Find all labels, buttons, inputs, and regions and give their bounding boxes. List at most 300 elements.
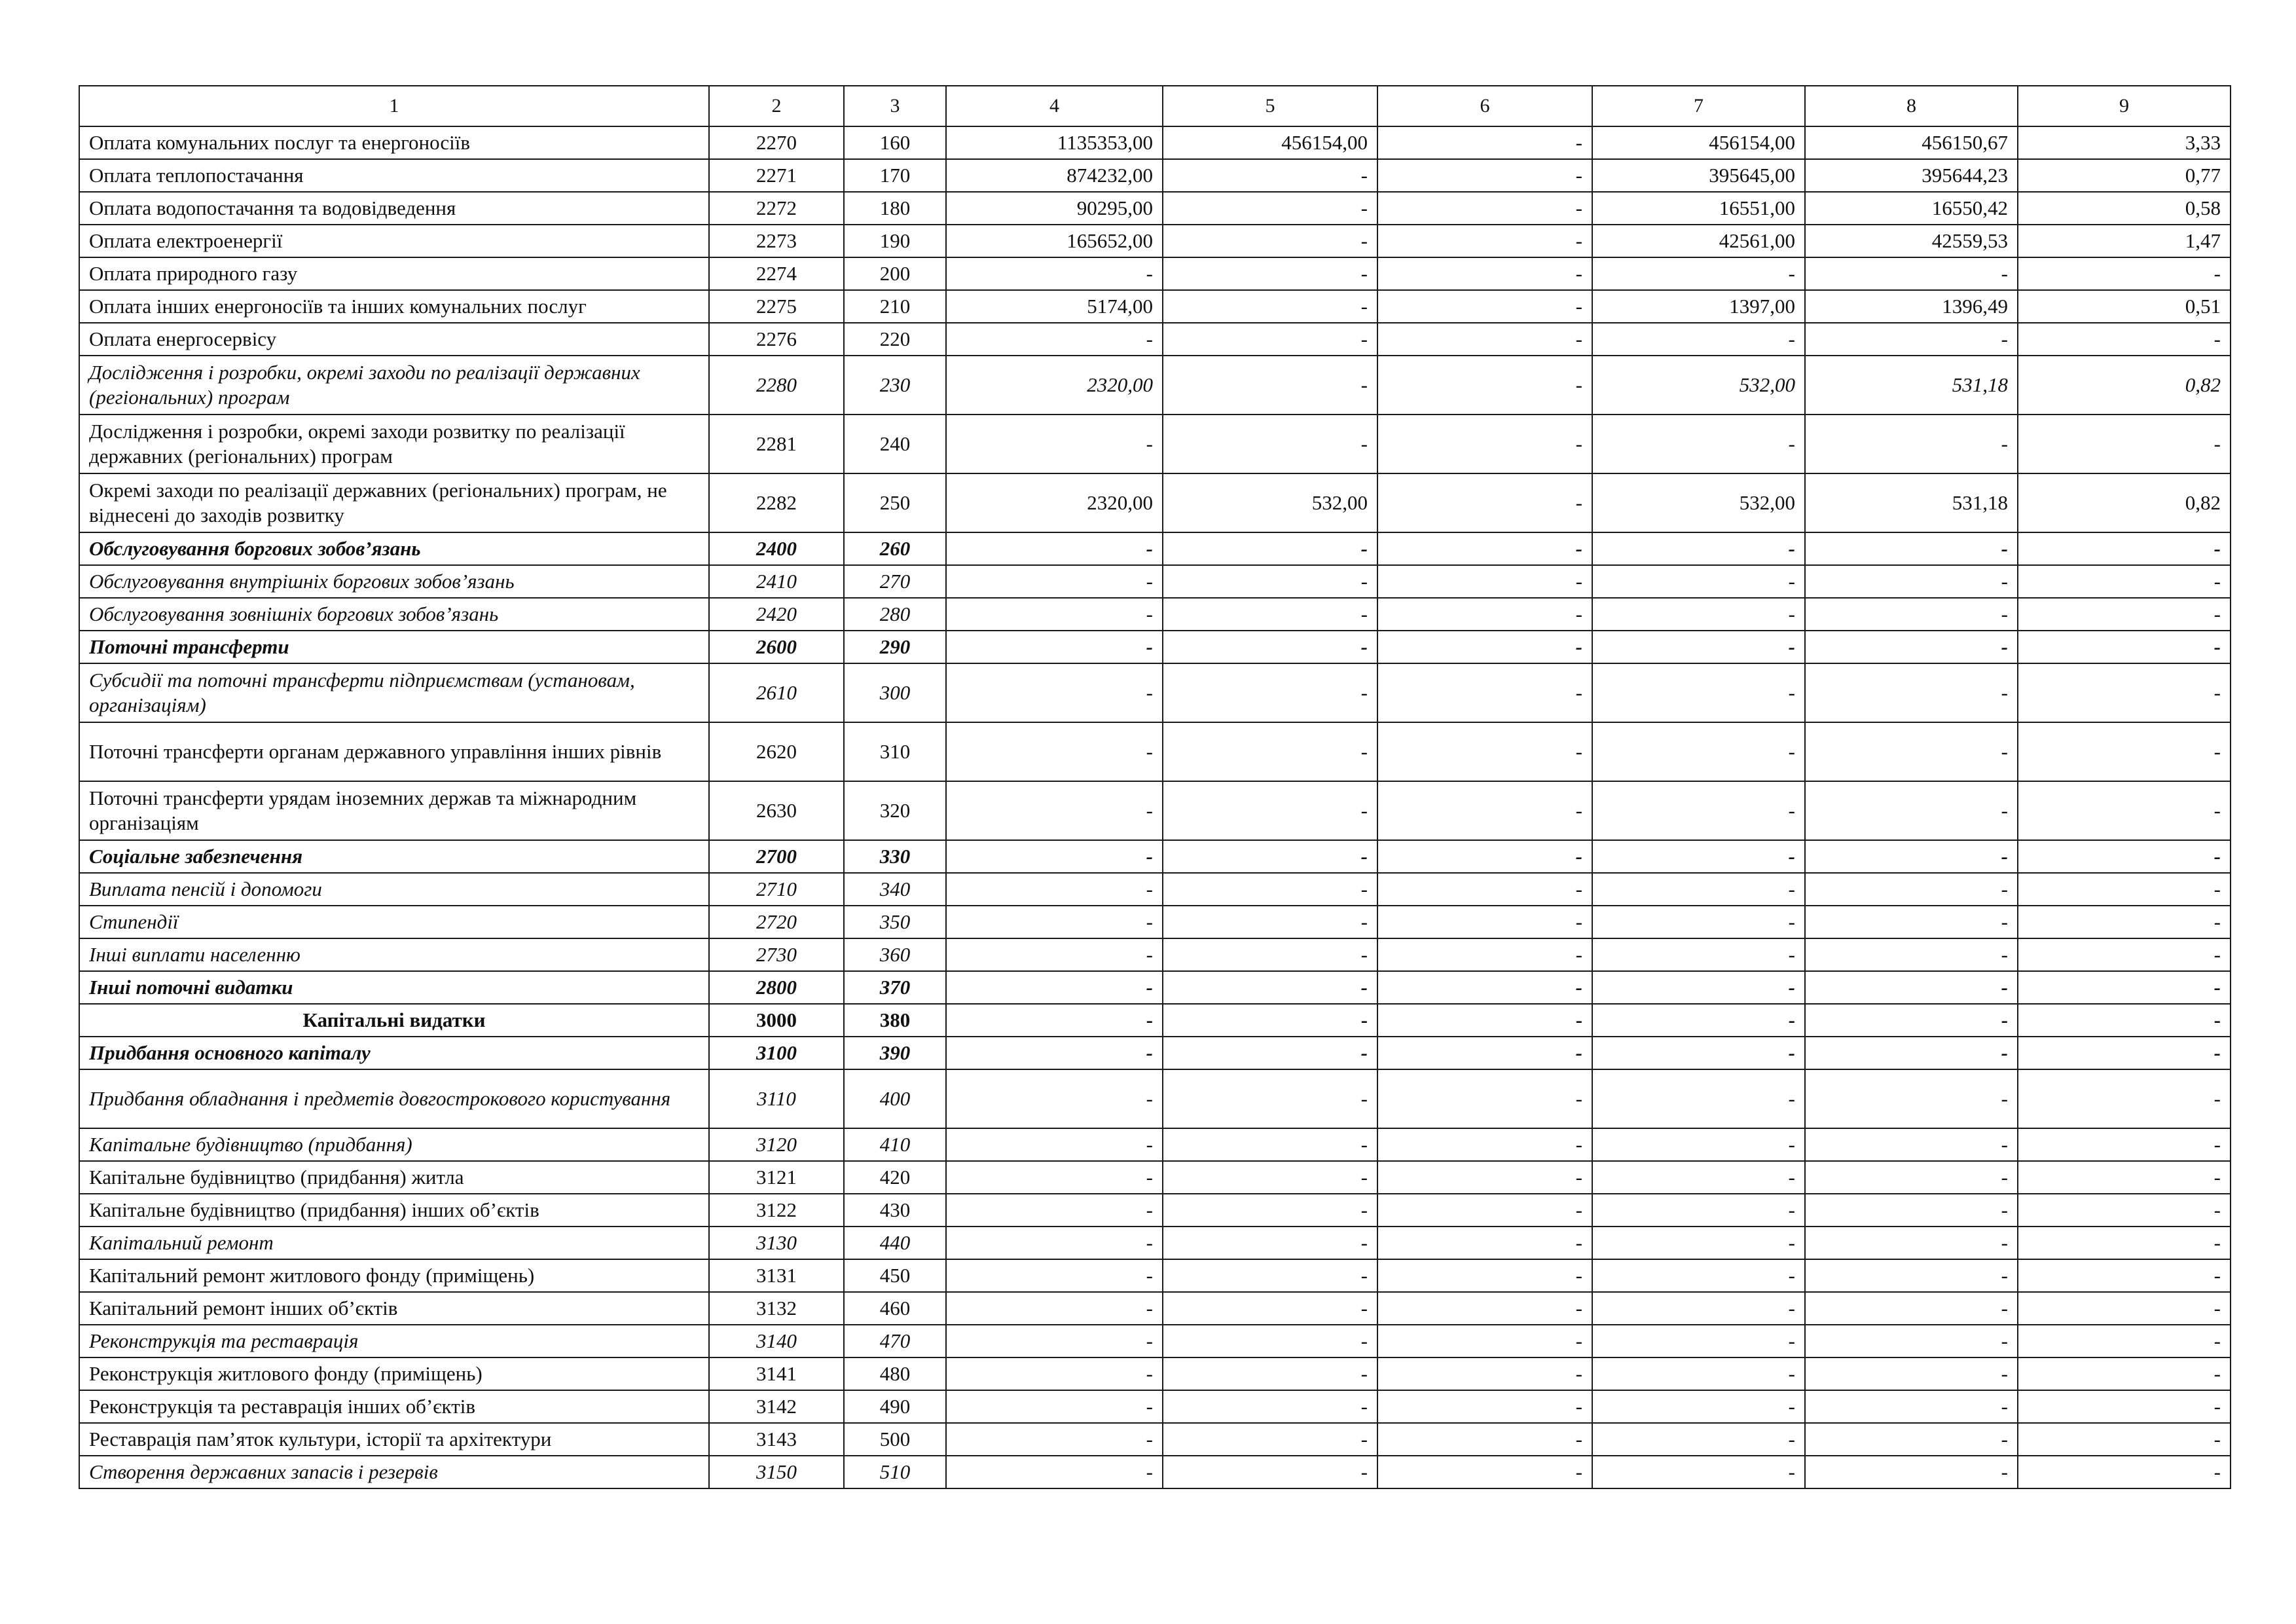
row-name-cell: Капітальні видатки: [79, 1004, 709, 1037]
row-value-cell: -: [1805, 1161, 2018, 1194]
row-value-cell: -: [946, 1194, 1163, 1227]
row-name-cell: Дослідження і розробки, окремі заходи по реалізації державних (регіональних) програм: [79, 356, 709, 415]
row-value-cell: -: [1163, 565, 1377, 598]
row-value-cell: -: [1163, 356, 1377, 415]
row-value-cell: -: [1377, 1128, 1592, 1161]
row-value-cell: -: [2018, 1004, 2231, 1037]
row-name-cell: Реставрація пам’яток культури, історії та архітектури: [79, 1423, 709, 1456]
row-value-cell: -: [1805, 1069, 2018, 1128]
row-value-cell: -: [1377, 1069, 1592, 1128]
row-value-cell: -: [1592, 1390, 1805, 1423]
row-value-cell: -: [1163, 938, 1377, 971]
row-value-cell: -: [2018, 938, 2231, 971]
row-value-cell: -: [1163, 1194, 1377, 1227]
row-value-cell: 456154,00: [1592, 126, 1805, 159]
row-value-cell: -: [946, 323, 1163, 356]
row-value-cell: -: [1592, 1128, 1805, 1161]
row-value-cell: -: [1592, 631, 1805, 663]
row-code-cell: 2275: [709, 290, 844, 323]
row-name-cell: Реконструкція та реставрація: [79, 1325, 709, 1357]
row-value-cell: -: [1377, 225, 1592, 257]
row-value-cell: 42561,00: [1592, 225, 1805, 257]
row-value-cell: -: [1592, 598, 1805, 631]
row-value-cell: -: [946, 1069, 1163, 1128]
row-value-cell: 532,00: [1592, 473, 1805, 532]
row-value-cell: -: [1805, 1357, 2018, 1390]
row-code-cell: 3121: [709, 1161, 844, 1194]
row-line-cell: 310: [844, 722, 946, 781]
header-cell: 6: [1377, 86, 1592, 126]
row-code-cell: 2410: [709, 565, 844, 598]
row-line-cell: 200: [844, 257, 946, 290]
table-row: [79, 663, 2231, 722]
row-value-cell: -: [946, 565, 1163, 598]
row-value-cell: -: [1805, 1194, 2018, 1227]
row-value-cell: -: [1377, 356, 1592, 415]
row-value-cell: -: [2018, 1069, 2231, 1128]
table-row: [79, 1037, 2231, 1069]
row-value-cell: -: [946, 1456, 1163, 1488]
row-code-cell: 3110: [709, 1069, 844, 1128]
row-value-cell: -: [2018, 971, 2231, 1004]
row-value-cell: 0,77: [2018, 159, 2231, 192]
row-value-cell: -: [1592, 781, 1805, 840]
table-row: [79, 532, 2231, 565]
row-value-cell: 395644,23: [1805, 159, 2018, 192]
row-code-cell: 2271: [709, 159, 844, 192]
header-cell: 5: [1163, 86, 1377, 126]
row-value-cell: 1397,00: [1592, 290, 1805, 323]
row-value-cell: -: [1805, 781, 2018, 840]
table-row: [79, 781, 2231, 840]
row-value-cell: -: [1592, 1004, 1805, 1037]
row-value-cell: -: [1592, 532, 1805, 565]
row-value-cell: -: [1377, 873, 1592, 906]
row-name-cell: Поточні трансферти урядам іноземних держав та міжнародним організаціям: [79, 781, 709, 840]
row-value-cell: -: [1592, 938, 1805, 971]
row-code-cell: 2630: [709, 781, 844, 840]
row-line-cell: 300: [844, 663, 946, 722]
row-name-cell: Капітальне будівництво (придбання): [79, 1128, 709, 1161]
row-line-cell: 290: [844, 631, 946, 663]
row-value-cell: 456154,00: [1163, 126, 1377, 159]
row-value-cell: -: [1377, 971, 1592, 1004]
row-value-cell: -: [2018, 1325, 2231, 1357]
row-name-cell: Оплата інших енергоносіїв та інших комунальних послуг: [79, 290, 709, 323]
row-code-cell: 2730: [709, 938, 844, 971]
row-value-cell: -: [1377, 1227, 1592, 1259]
table-row: [79, 192, 2231, 225]
table-row: [79, 1357, 2231, 1390]
row-value-cell: -: [1163, 1069, 1377, 1128]
row-name-cell: Стипендії: [79, 906, 709, 938]
row-value-cell: -: [2018, 257, 2231, 290]
table-row: [79, 906, 2231, 938]
row-value-cell: -: [1377, 415, 1592, 473]
table-row: [79, 1161, 2231, 1194]
row-name-cell: Оплата електроенергії: [79, 225, 709, 257]
row-value-cell: -: [1805, 565, 2018, 598]
row-value-cell: -: [1163, 1456, 1377, 1488]
row-value-cell: -: [2018, 415, 2231, 473]
row-code-cell: 2600: [709, 631, 844, 663]
row-value-cell: -: [1592, 1194, 1805, 1227]
row-value-cell: -: [1377, 1325, 1592, 1357]
row-value-cell: -: [1805, 1423, 2018, 1456]
row-value-cell: -: [1592, 1423, 1805, 1456]
row-value-cell: -: [1592, 1292, 1805, 1325]
row-code-cell: 3150: [709, 1456, 844, 1488]
row-value-cell: -: [2018, 1037, 2231, 1069]
row-value-cell: -: [946, 722, 1163, 781]
row-value-cell: 456150,67: [1805, 126, 2018, 159]
row-name-cell: Придбання основного капіталу: [79, 1037, 709, 1069]
row-name-cell: Поточні трансферти: [79, 631, 709, 663]
row-code-cell: 2700: [709, 840, 844, 873]
row-value-cell: 531,18: [1805, 356, 2018, 415]
row-value-cell: -: [1377, 323, 1592, 356]
table-row: [79, 159, 2231, 192]
row-value-cell: -: [1592, 1037, 1805, 1069]
row-line-cell: 370: [844, 971, 946, 1004]
row-name-cell: Реконструкція житлового фонду (приміщень): [79, 1357, 709, 1390]
row-value-cell: -: [1805, 722, 2018, 781]
row-code-cell: 2420: [709, 598, 844, 631]
table-row: [79, 1325, 2231, 1357]
row-value-cell: -: [946, 631, 1163, 663]
row-value-cell: 532,00: [1163, 473, 1377, 532]
row-value-cell: -: [1163, 532, 1377, 565]
row-value-cell: 3,33: [2018, 126, 2231, 159]
row-name-cell: Соціальне забезпечення: [79, 840, 709, 873]
header-cell: 8: [1805, 86, 2018, 126]
row-value-cell: -: [1163, 225, 1377, 257]
row-value-cell: -: [1377, 938, 1592, 971]
row-value-cell: -: [2018, 1194, 2231, 1227]
row-code-cell: 2281: [709, 415, 844, 473]
row-value-cell: -: [1805, 906, 2018, 938]
row-value-cell: -: [1377, 1161, 1592, 1194]
table-row: [79, 225, 2231, 257]
row-value-cell: -: [1377, 290, 1592, 323]
row-line-cell: 280: [844, 598, 946, 631]
row-value-cell: -: [1163, 290, 1377, 323]
row-value-cell: -: [1163, 722, 1377, 781]
row-value-cell: -: [1163, 971, 1377, 1004]
row-code-cell: 2710: [709, 873, 844, 906]
row-value-cell: -: [1377, 598, 1592, 631]
expenditure-table: [79, 85, 2231, 1489]
header-cell: 2: [709, 86, 844, 126]
row-value-cell: -: [946, 1161, 1163, 1194]
row-value-cell: -: [2018, 781, 2231, 840]
row-code-cell: 3122: [709, 1194, 844, 1227]
row-value-cell: -: [1163, 1325, 1377, 1357]
row-name-cell: Оплата природного газу: [79, 257, 709, 290]
row-code-cell: 3142: [709, 1390, 844, 1423]
row-value-cell: -: [1805, 873, 2018, 906]
row-name-cell: Обслуговування внутрішніх боргових зобов’язань: [79, 565, 709, 598]
row-name-cell: Оплата енергосервісу: [79, 323, 709, 356]
row-line-cell: 350: [844, 906, 946, 938]
row-value-cell: -: [946, 971, 1163, 1004]
row-value-cell: -: [1805, 1037, 2018, 1069]
row-code-cell: 2270: [709, 126, 844, 159]
header-cell: 3: [844, 86, 946, 126]
row-line-cell: 490: [844, 1390, 946, 1423]
row-line-cell: 270: [844, 565, 946, 598]
table-row: [79, 840, 2231, 873]
row-value-cell: 1135353,00: [946, 126, 1163, 159]
table-row: [79, 938, 2231, 971]
row-value-cell: -: [1592, 840, 1805, 873]
table-row: [79, 1004, 2231, 1037]
row-value-cell: 16550,42: [1805, 192, 2018, 225]
row-value-cell: -: [1377, 1037, 1592, 1069]
row-value-cell: -: [946, 1423, 1163, 1456]
row-value-cell: -: [2018, 565, 2231, 598]
row-value-cell: -: [2018, 663, 2231, 722]
row-value-cell: 2320,00: [946, 356, 1163, 415]
table-row: [79, 415, 2231, 473]
row-value-cell: 0,82: [2018, 473, 2231, 532]
row-value-cell: -: [1592, 323, 1805, 356]
row-value-cell: -: [1805, 1004, 2018, 1037]
row-name-cell: Обслуговування боргових зобов’язань: [79, 532, 709, 565]
row-name-cell: Створення державних запасів і резервів: [79, 1456, 709, 1488]
table-row: [79, 971, 2231, 1004]
row-line-cell: 220: [844, 323, 946, 356]
row-name-cell: Інші виплати населенню: [79, 938, 709, 971]
row-name-cell: Капітальне будівництво (придбання) інших об’єктів: [79, 1194, 709, 1227]
row-value-cell: -: [1377, 1292, 1592, 1325]
row-value-cell: 1396,49: [1805, 290, 2018, 323]
row-line-cell: 380: [844, 1004, 946, 1037]
row-name-cell: Дослідження і розробки, окремі заходи розвитку по реалізації державних (регіональних) програм: [79, 415, 709, 473]
table-row: [79, 1292, 2231, 1325]
row-name-cell: Придбання обладнання і предметів довгострокового користування: [79, 1069, 709, 1128]
row-name-cell: Капітальний ремонт інших об’єктів: [79, 1292, 709, 1325]
row-value-cell: -: [1377, 722, 1592, 781]
row-line-cell: 190: [844, 225, 946, 257]
row-value-cell: 165652,00: [946, 225, 1163, 257]
row-value-cell: -: [946, 840, 1163, 873]
row-value-cell: -: [2018, 1456, 2231, 1488]
row-line-cell: 330: [844, 840, 946, 873]
row-value-cell: -: [1805, 532, 2018, 565]
row-value-cell: -: [2018, 631, 2231, 663]
row-code-cell: 2276: [709, 323, 844, 356]
row-value-cell: -: [1805, 1128, 2018, 1161]
row-value-cell: -: [1592, 257, 1805, 290]
row-value-cell: -: [946, 1325, 1163, 1357]
row-line-cell: 160: [844, 126, 946, 159]
row-code-cell: 3000: [709, 1004, 844, 1037]
row-value-cell: -: [1592, 873, 1805, 906]
row-value-cell: -: [1592, 1456, 1805, 1488]
row-value-cell: -: [1377, 1423, 1592, 1456]
header-cell: 7: [1592, 86, 1805, 126]
row-line-cell: 340: [844, 873, 946, 906]
row-value-cell: -: [1163, 840, 1377, 873]
row-value-cell: -: [1592, 1325, 1805, 1357]
row-value-cell: 1,47: [2018, 225, 2231, 257]
row-value-cell: -: [1163, 1128, 1377, 1161]
row-value-cell: -: [1377, 192, 1592, 225]
row-value-cell: -: [946, 1390, 1163, 1423]
row-value-cell: -: [946, 1037, 1163, 1069]
row-value-cell: -: [1805, 840, 2018, 873]
row-line-cell: 250: [844, 473, 946, 532]
row-value-cell: -: [1592, 565, 1805, 598]
table-row: [79, 873, 2231, 906]
row-value-cell: -: [1163, 1161, 1377, 1194]
row-value-cell: -: [1163, 1357, 1377, 1390]
row-value-cell: -: [946, 873, 1163, 906]
row-value-cell: -: [1163, 631, 1377, 663]
row-code-cell: 2620: [709, 722, 844, 781]
row-value-cell: -: [946, 906, 1163, 938]
row-line-cell: 410: [844, 1128, 946, 1161]
row-line-cell: 500: [844, 1423, 946, 1456]
row-value-cell: -: [1163, 415, 1377, 473]
row-value-cell: -: [1592, 1259, 1805, 1292]
row-value-cell: -: [1592, 1227, 1805, 1259]
row-value-cell: -: [2018, 906, 2231, 938]
row-name-cell: Реконструкція та реставрація інших об’єктів: [79, 1390, 709, 1423]
row-value-cell: -: [2018, 598, 2231, 631]
row-value-cell: -: [1377, 906, 1592, 938]
row-value-cell: 395645,00: [1592, 159, 1805, 192]
row-value-cell: -: [1592, 415, 1805, 473]
table-row: [79, 1390, 2231, 1423]
row-value-cell: -: [946, 1357, 1163, 1390]
row-value-cell: -: [2018, 1292, 2231, 1325]
row-value-cell: -: [1805, 1292, 2018, 1325]
row-value-cell: -: [1163, 192, 1377, 225]
row-code-cell: 3100: [709, 1037, 844, 1069]
row-line-cell: 230: [844, 356, 946, 415]
row-value-cell: -: [1377, 663, 1592, 722]
row-value-cell: 90295,00: [946, 192, 1163, 225]
row-value-cell: -: [946, 1292, 1163, 1325]
row-code-cell: 2720: [709, 906, 844, 938]
table-row: [79, 1423, 2231, 1456]
row-name-cell: Оплата комунальних послуг та енергоносіїв: [79, 126, 709, 159]
row-name-cell: Капітальне будівництво (придбання) житла: [79, 1161, 709, 1194]
row-name-cell: Капітальний ремонт житлового фонду (приміщень): [79, 1259, 709, 1292]
row-value-cell: -: [1805, 663, 2018, 722]
row-value-cell: -: [1163, 323, 1377, 356]
row-value-cell: -: [1163, 1259, 1377, 1292]
row-value-cell: -: [1163, 257, 1377, 290]
row-value-cell: -: [2018, 323, 2231, 356]
row-line-cell: 460: [844, 1292, 946, 1325]
row-value-cell: -: [1805, 1325, 2018, 1357]
row-value-cell: -: [1805, 598, 2018, 631]
row-value-cell: 874232,00: [946, 159, 1163, 192]
row-line-cell: 510: [844, 1456, 946, 1488]
row-value-cell: -: [1805, 938, 2018, 971]
row-value-cell: -: [1377, 532, 1592, 565]
row-value-cell: -: [1377, 1259, 1592, 1292]
row-line-cell: 430: [844, 1194, 946, 1227]
row-name-cell: Субсидії та поточні трансферти підприємствам (установам, організаціям): [79, 663, 709, 722]
row-value-cell: -: [2018, 1227, 2231, 1259]
table-row: [79, 1456, 2231, 1488]
row-line-cell: 320: [844, 781, 946, 840]
row-value-cell: -: [1592, 1161, 1805, 1194]
row-value-cell: -: [1163, 159, 1377, 192]
row-value-cell: -: [946, 938, 1163, 971]
row-value-cell: -: [1377, 1004, 1592, 1037]
row-name-cell: Обслуговування зовнішніх боргових зобов’язань: [79, 598, 709, 631]
row-value-cell: -: [946, 415, 1163, 473]
row-line-cell: 420: [844, 1161, 946, 1194]
row-value-cell: -: [946, 663, 1163, 722]
table-row: [79, 631, 2231, 663]
row-value-cell: -: [1805, 971, 2018, 1004]
row-value-cell: -: [946, 1227, 1163, 1259]
row-value-cell: -: [2018, 840, 2231, 873]
row-value-cell: -: [1805, 1259, 2018, 1292]
row-line-cell: 400: [844, 1069, 946, 1128]
row-line-cell: 170: [844, 159, 946, 192]
row-value-cell: -: [1163, 873, 1377, 906]
row-code-cell: 2280: [709, 356, 844, 415]
row-value-cell: 531,18: [1805, 473, 2018, 532]
row-value-cell: -: [946, 1128, 1163, 1161]
header-cell: 1: [79, 86, 709, 126]
row-value-cell: -: [1805, 323, 2018, 356]
row-value-cell: -: [946, 781, 1163, 840]
row-value-cell: -: [1805, 415, 2018, 473]
row-code-cell: 3141: [709, 1357, 844, 1390]
row-value-cell: -: [1805, 631, 2018, 663]
table-row: [79, 1227, 2231, 1259]
row-code-cell: 2273: [709, 225, 844, 257]
row-value-cell: -: [1163, 1227, 1377, 1259]
table-row: [79, 323, 2231, 356]
row-value-cell: -: [1163, 663, 1377, 722]
row-value-cell: 2320,00: [946, 473, 1163, 532]
table-row: [79, 257, 2231, 290]
row-value-cell: -: [1377, 1456, 1592, 1488]
row-code-cell: 3120: [709, 1128, 844, 1161]
row-line-cell: 210: [844, 290, 946, 323]
table-row: [79, 473, 2231, 532]
row-value-cell: -: [1377, 565, 1592, 598]
row-code-cell: 3143: [709, 1423, 844, 1456]
row-value-cell: -: [2018, 873, 2231, 906]
row-value-cell: -: [1377, 473, 1592, 532]
row-value-cell: -: [1163, 1292, 1377, 1325]
table-row: [79, 598, 2231, 631]
row-value-cell: -: [946, 257, 1163, 290]
row-value-cell: -: [2018, 1161, 2231, 1194]
row-value-cell: 0,58: [2018, 192, 2231, 225]
row-value-cell: -: [946, 532, 1163, 565]
row-line-cell: 240: [844, 415, 946, 473]
table-row: [79, 1069, 2231, 1128]
row-value-cell: -: [1163, 1390, 1377, 1423]
row-value-cell: -: [1377, 1194, 1592, 1227]
row-value-cell: -: [1377, 631, 1592, 663]
row-value-cell: -: [2018, 1128, 2231, 1161]
row-name-cell: Капітальний ремонт: [79, 1227, 709, 1259]
row-value-cell: -: [1377, 840, 1592, 873]
row-value-cell: -: [1805, 257, 2018, 290]
